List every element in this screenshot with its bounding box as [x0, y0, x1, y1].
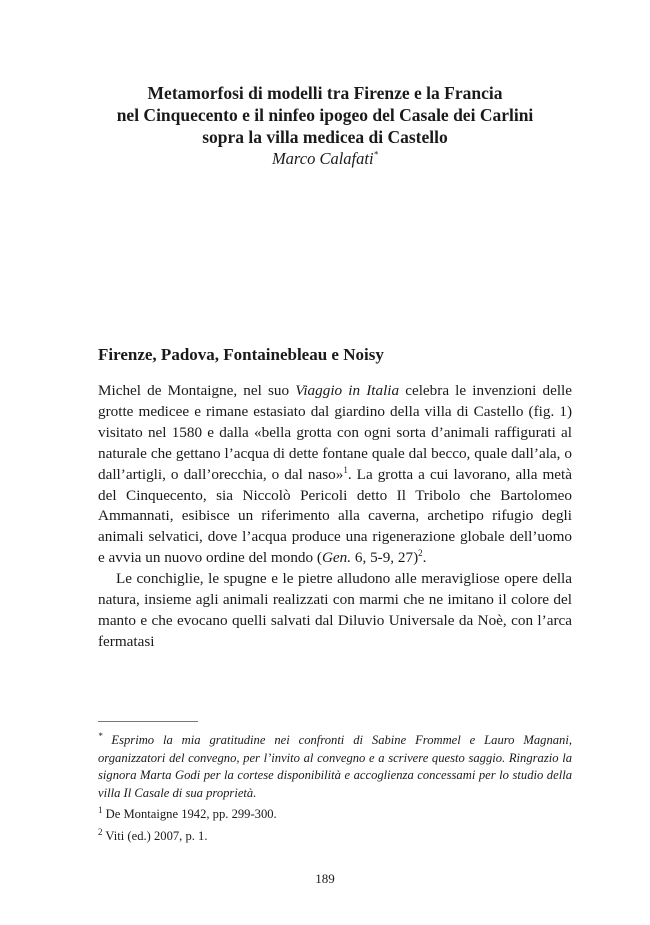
p1-text-g: . [422, 549, 427, 567]
footnotes [98, 732, 572, 846]
p1-book-title: Viaggio in Italia [295, 382, 400, 399]
body-text [98, 381, 572, 653]
article-title-block [0, 82, 650, 169]
author-line [0, 148, 650, 169]
footnote-ref-1: 1 [343, 464, 348, 475]
author-name: Marco Calafati [271, 149, 374, 168]
p1-text-d: . La grotta a cui lavorano, alla metà del Cinquecento, sia Niccolò Pericoli detto Il Tribolo che Bartolomeo Ammannati, esibisce un riferimento alla caverna, archetipo rifugio degli animali selvatici, dove l’acqua produce una rigenerazione globale dell’uomo e avvia un nuovo ordine del mondo ( [98, 465, 572, 567]
footnote-1-mark: 1 [98, 805, 103, 816]
footnote-star-mark: * [98, 730, 103, 741]
footnote-acknowledgement [98, 732, 572, 802]
author-footnote-mark: * [373, 149, 379, 160]
paragraph-1 [98, 381, 572, 569]
footnote-1-text: De Montaigne 1942, pp. 299-300. [102, 807, 277, 822]
footnote-star-text: Esprimo la mia gratitudine nei confronti di Sabine Frommel e Lauro Magnani, organizzatori del convegno, per l’invito al convegno e a scrivere questo saggio. Ringrazio la signora Marta Godi per la cortese disponibilità e accoglienza concessami per lo studio della villa Il Casale di sua proprietà. [98, 733, 572, 800]
p1-text-f: 6, 5-9, 27) [351, 549, 419, 567]
p1-text-c: celebra le invenzioni delle grotte medicee e rimane estasiato dal giardino della villa di Castello (fig. 1) visitato nel 1580 e dalla «bella grotta con ogni sorta d’animali raffigurati al naturale che gettano l’acqua di dette fontane quale dal becco, quale dall’ala, o dall’artigli, o dall’orecchia, o dal naso» [98, 382, 572, 483]
title-line-1: Metamorfosi di modelli tra Firenze e la Francia [147, 83, 503, 103]
footnote-divider [98, 721, 198, 722]
footnote-2-text: Viti (ed.) 2007, p. 1. [102, 828, 208, 843]
p1-genesis-abbrev: Gen. [321, 549, 352, 567]
p1-text-a: Michel de Montaigne, nel suo [98, 382, 296, 399]
page-number: 189 [315, 871, 335, 886]
footnote-2 [98, 828, 572, 846]
title-line-2: nel Cinquecento e il ninfeo ipogeo del Casale dei Carlini [116, 105, 534, 125]
title-line-3: sopra la villa medicea di Castello [202, 127, 448, 147]
paragraph-2: Le conchiglie, le spugne e le pietre alludono alle meravigliose opere della natura, insieme agli animali realizzati con marmi che ne imitano il colore del manto e che evocano quelli salvati dal Diluvio Universale da Noè, con l’arca fermatasi [98, 570, 572, 650]
footnote-1 [98, 806, 572, 824]
footnote-ref-2: 2 [418, 548, 423, 559]
footnote-2-mark: 2 [98, 826, 103, 837]
section-heading: Firenze, Padova, Fontainebleau e Noisy [98, 345, 384, 364]
